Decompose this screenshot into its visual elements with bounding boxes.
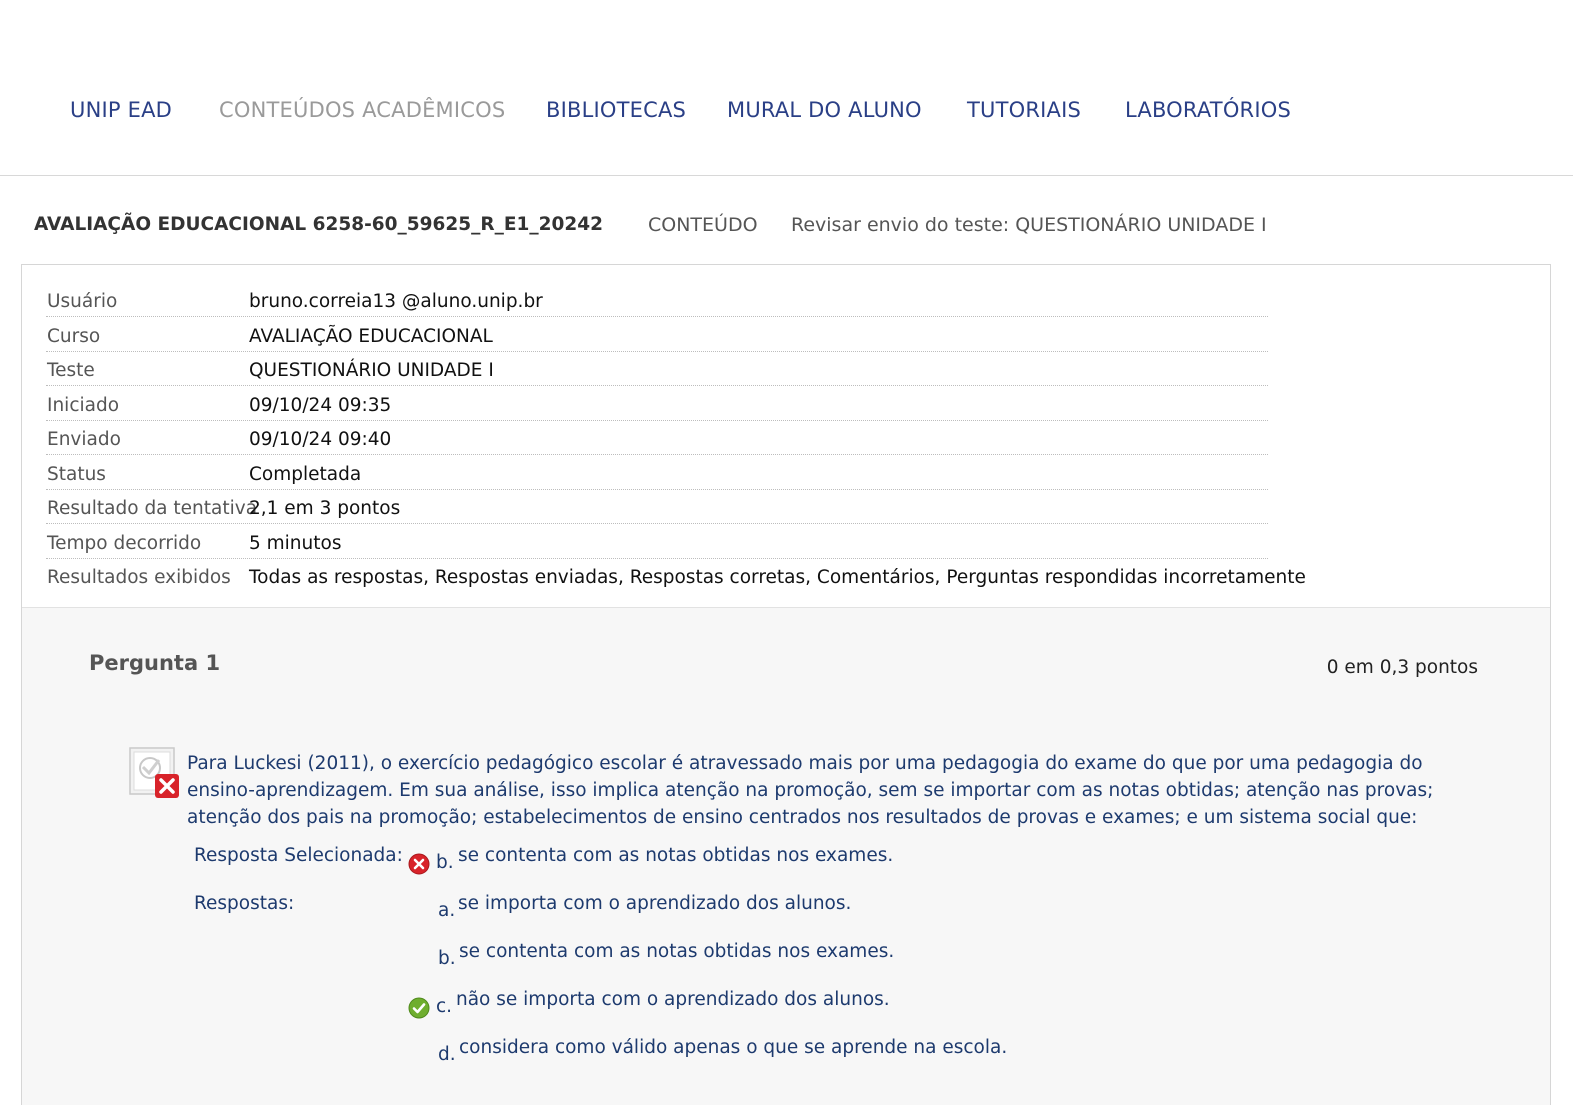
selected-answer-text: se contenta com as notas obtidas nos exames. (458, 845, 894, 866)
info-value: AVALIAÇÃO EDUCACIONAL (249, 325, 493, 347)
info-label: Resultados exibidos (47, 567, 231, 588)
info-label: Usuário (47, 291, 118, 312)
info-label: Status (47, 463, 106, 485)
info-row-teste (46, 351, 1268, 386)
info-row-enviado (46, 420, 1268, 455)
question-points: 0 em 0,3 pontos (1326, 657, 1478, 678)
info-value: 5 minutos (249, 532, 342, 554)
info-row-resultado (46, 489, 1268, 524)
info-row-curso (46, 317, 1268, 352)
nav-item-tutoriais[interactable]: TUTORIAIS (967, 98, 1082, 122)
wrong-answer-icon (408, 853, 430, 875)
selected-answer-label: Resposta Selecionada: (194, 845, 403, 866)
answer-option-d: considera como válido apenas o que se aprende na escola. (459, 1037, 1008, 1058)
info-value: bruno.correia13 @aluno.unip.br (249, 291, 543, 312)
info-value: 2,1 em 3 pontos (249, 498, 401, 519)
nav-item-conteudos-academicos[interactable]: CONTEÚDOS ACADÊMICOS (219, 98, 506, 122)
answer-letter-a: a. (438, 900, 456, 921)
info-label: Enviado (47, 429, 121, 450)
nav-item-bibliotecas[interactable]: BIBLIOTECAS (546, 98, 687, 122)
info-label: Curso (47, 325, 101, 347)
breadcrumb-content[interactable]: CONTEÚDO (648, 214, 758, 236)
info-row-iniciado (46, 386, 1268, 421)
info-label: Tempo decorrido (47, 532, 202, 554)
incorrect-answer-icon (128, 746, 182, 800)
answer-letter-d: d. (438, 1044, 456, 1065)
nav-item-laboratorios[interactable]: LABORATÓRIOS (1125, 98, 1291, 122)
breadcrumb (0, 176, 1573, 264)
correct-answer-icon (408, 997, 430, 1019)
answer-option-c: não se importa com o aprendizado dos alunos. (456, 989, 890, 1010)
info-value: 09/10/24 09:35 (249, 394, 392, 416)
nav-item-mural-do-aluno[interactable]: MURAL DO ALUNO (727, 98, 922, 122)
question-text: Para Luckesi (2011), o exercício pedagógico escolar é atravessado mais por uma pedagogia do exame do que por uma pedagogia do ensino-aprendizagem. Em sua análise, isso implica atenção na promoção, sem se importar com as notas obtidas; atenção nas provas; atenção dos pais na promoção; estabelecimentos de ensino centrados nos resultados de provas e exames; e um sistema social que: (187, 753, 1434, 828)
test-review-panel (21, 264, 1551, 1105)
answer-letter-b: b. (438, 948, 456, 969)
info-value: Completada (249, 463, 362, 485)
info-value: QUESTIONÁRIO UNIDADE I (249, 360, 494, 381)
info-value: 09/10/24 09:40 (249, 429, 392, 450)
selected-answer-letter: b. (436, 852, 454, 873)
answer-option-b: se contenta com as notas obtidas nos exames. (459, 941, 895, 962)
nav-item-unip-ead[interactable]: UNIP EAD (70, 98, 173, 122)
answer-option-a: se importa com o aprendizado dos alunos. (458, 893, 852, 914)
info-value: Todas as respostas, Respostas enviadas, Respostas corretas, Comentários, Perguntas respondidas incorretamente (249, 567, 1306, 588)
info-label: Teste (47, 360, 95, 381)
info-row-status (46, 455, 1268, 490)
info-row-tempo (46, 524, 1268, 559)
breadcrumb-course[interactable]: AVALIAÇÃO EDUCACIONAL 6258-60_59625_R_E1_20242 (34, 214, 604, 235)
info-label: Iniciado (47, 394, 120, 416)
answers-label: Respostas: (194, 893, 295, 914)
info-row-usuario (46, 282, 1268, 317)
question-title: Pergunta 1 (89, 651, 221, 675)
attempt-info-table (22, 265, 1550, 608)
answer-letter-c: c. (436, 996, 453, 1017)
info-label: Resultado da tentativa (47, 498, 258, 519)
top-navigation (0, 0, 1573, 176)
info-row-resultados-exibidos (46, 558, 1306, 592)
breadcrumb-current: Revisar envio do teste: QUESTIONÁRIO UNIDADE I (791, 214, 1267, 236)
